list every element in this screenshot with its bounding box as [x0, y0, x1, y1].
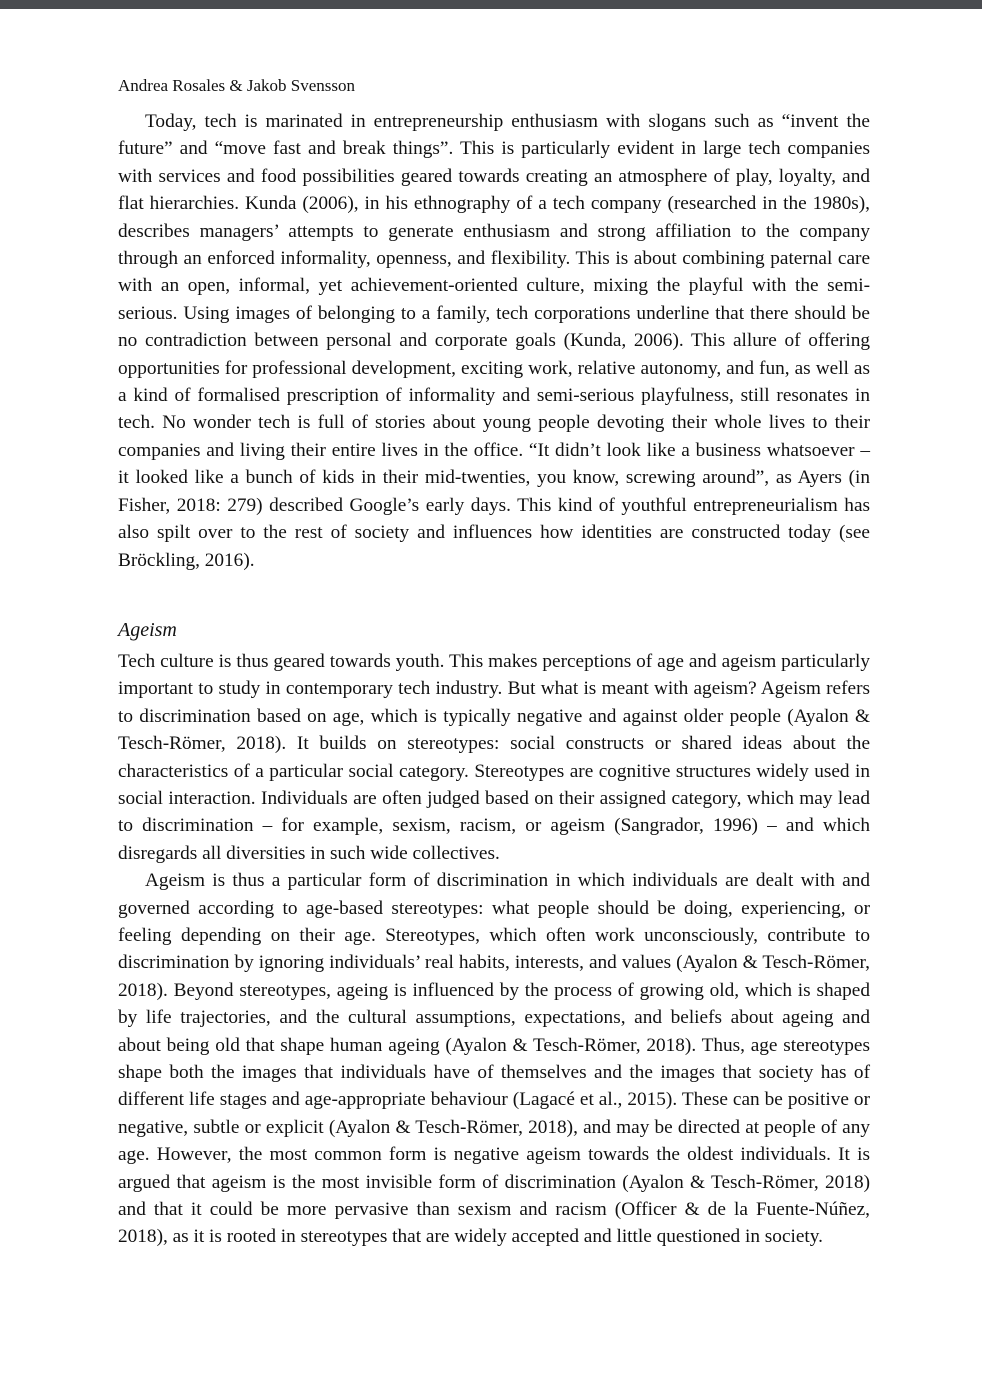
running-head-authors: Andrea Rosales & Jakob Svensson	[118, 76, 356, 95]
paragraph-ageism-discrimination: Ageism is thus a particular form of discrimination in which individuals are dealt with and governed according to age-based stereotypes: what people should be doing, experiencing, or feeling depending on their age. Stereotypes, which often work unconsciously, contribute to discrimination by ignoring individuals’ real habits, interests, and values (Ayalon & Tesch-Römer, 2018). Beyond stereotypes, ageing is influenced by the process of growing old, which is shaped by life trajectories, and the cultural assumptions, expectations, and beliefs about ageing and about being old that shape human ageing (Ayalon & Tesch-Römer, 2018). Thus, age stereotypes shape both the images that individuals have of themselves and the images that society has of different life stages and age-appropriate behaviour (Lagacé et al., 2015). These can be positive or negative, subtle or explicit (Ayalon & Tesch-Römer, 2018), and may be directed at people of any age. However, the most common form is negative ageism towards the oldest individuals. It is argued that ageism is the most invisible form of discrimination (Ayalon & Tesch-Römer, 2018) and that it could be more pervasive than sexism and racism (Officer & de la Fuente-Núñez, 2018), as it is rooted in stereotypes that are widely accepted and little questioned in society.	[118, 870, 870, 1248]
paragraph-ageism-definition: Tech culture is thus geared towards youth. This makes perceptions of age and ageism particularly important to study in contemporary tech industry. But what is meant with ageism? Ageism refers to discrimination based on age, which is typically negative and against older people (Ayalon & Tesch-Römer, 2018). It builds on stereotypes: social constructs or shared ideas about the characteristics of a particular social category. Stereotypes are cognitive structures widely used in social interaction. Individuals are often judged based on their assigned category, which may lead to discrimination – for example, sexism, racism, or ageism (Sangrador, 1996) – and which disregards all diversities in such wide collectives.	[118, 650, 870, 864]
section-heading-ageism: Ageism	[118, 618, 177, 641]
window-top-bar	[0, 0, 982, 9]
document-page	[118, 74, 870, 1251]
paragraph-tech-culture: Today, tech is marinated in entrepreneurship enthusiasm with slogans such as “invent the future” and “move fast and break things”. This is particularly evident in large tech companies with services and food possibilities geared towards creating an atmosphere of play, loyalty, and flat hierarchies. Kunda (2006), in his ethnography of a tech company (researched in the 1980s), describes managers’ attempts to generate enthusiasm and strong affiliation to the company through an enforced informality, openness, and flexibility. This is about combining paternal care with an open, informal, yet achievement-oriented culture, mixing the playful with the semi-serious. Using images of belonging to a family, tech corporations underline that there should be no contradiction between personal and corporate goals (Kunda, 2006). This allure of offering opportunities for professional development, exciting work, relative autonomy, and fun, as well as a kind of formalised prescription of informality and semi-serious playfulness, still resonates in tech. No wonder tech is full of stories about young people devoting their whole lives to their companies and living their entire lives in the office. “It didn’t look like a business whatsoever – it looked like a bunch of kids in their mid-twenties, you know, screwing around”, as Ayers (in Fisher, 2018: 279) described Google’s early days. This kind of youthful entrepreneurialism has also spilt over to the rest of society and influences how identities are constructed today (see Bröckling, 2016).	[118, 111, 870, 571]
